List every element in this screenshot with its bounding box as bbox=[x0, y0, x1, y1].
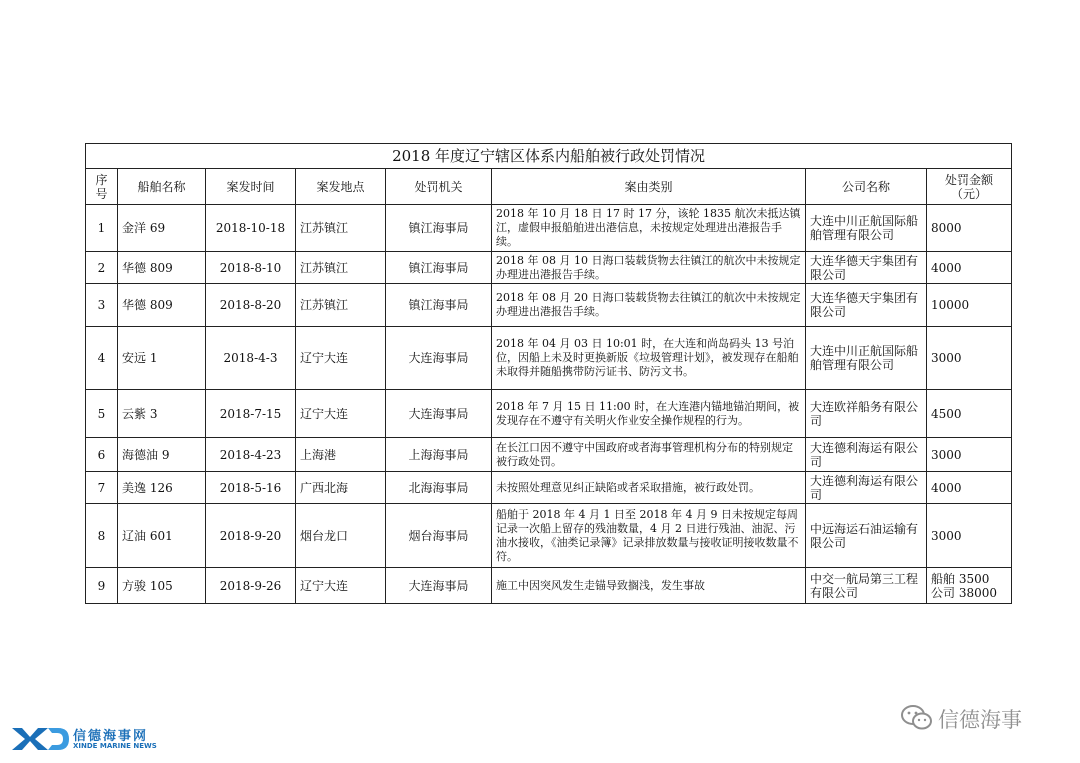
cell-ship: 海德油 9 bbox=[118, 438, 206, 472]
cell-reason: 未按照处理意见纠正缺陷或者采取措施，被行政处罚。 bbox=[492, 472, 806, 504]
cell-amount: 4500 bbox=[927, 390, 1012, 438]
cell-authority: 北海海事局 bbox=[386, 472, 492, 504]
cell-seq: 8 bbox=[86, 504, 118, 568]
cell-date: 2018-5-16 bbox=[206, 472, 296, 504]
header-reason: 案由类别 bbox=[492, 169, 806, 205]
cell-company: 大连欧祥船务有限公司 bbox=[806, 390, 927, 438]
cell-ship: 华德 809 bbox=[118, 252, 206, 284]
cell-authority: 大连海事局 bbox=[386, 327, 492, 390]
table-row bbox=[86, 438, 1012, 472]
cell-authority: 上海海事局 bbox=[386, 438, 492, 472]
cell-place: 广西北海 bbox=[296, 472, 386, 504]
cell-authority: 镇江海事局 bbox=[386, 284, 492, 327]
cell-seq: 4 bbox=[86, 327, 118, 390]
logo-chinese-text: 信德海事网 bbox=[73, 729, 149, 744]
cell-reason: 施工中因突风发生走锚导致搁浅，发生事故 bbox=[492, 568, 806, 604]
cell-date: 2018-7-15 bbox=[206, 390, 296, 438]
cell-place: 辽宁大连 bbox=[296, 568, 386, 604]
cell-company: 中交一航局第三工程有限公司 bbox=[806, 568, 927, 604]
header-place: 案发地点 bbox=[296, 169, 386, 205]
header-seq: 序号 bbox=[86, 169, 118, 205]
cell-company: 大连德利海运有限公司 bbox=[806, 472, 927, 504]
header-amount: 处罚金额（元） bbox=[927, 169, 1012, 205]
table-row bbox=[86, 390, 1012, 438]
cell-date: 2018-9-26 bbox=[206, 568, 296, 604]
cell-amount: 船舶 3500 公司 38000 bbox=[927, 568, 1012, 604]
header-ship: 船舶名称 bbox=[118, 169, 206, 205]
xinde-logo bbox=[10, 724, 170, 754]
cell-seq: 6 bbox=[86, 438, 118, 472]
cell-amount: 4000 bbox=[927, 472, 1012, 504]
table-row bbox=[86, 284, 1012, 327]
penalty-table bbox=[85, 143, 1012, 604]
cell-reason: 2018 年 7 月 15 日 11:00 时，在大连港内锚地锚泊期间，被发现存在不遵守有关明火作业安全操作规程的行为。 bbox=[492, 390, 806, 438]
cell-amount: 10000 bbox=[927, 284, 1012, 327]
table-row bbox=[86, 327, 1012, 390]
cell-amount: 3000 bbox=[927, 438, 1012, 472]
cell-place: 江苏镇江 bbox=[296, 284, 386, 327]
table-row bbox=[86, 568, 1012, 604]
cell-seq: 7 bbox=[86, 472, 118, 504]
cell-company: 中远海运石油运输有限公司 bbox=[806, 504, 927, 568]
wechat-icon bbox=[900, 704, 934, 732]
cell-ship: 金洋 69 bbox=[118, 205, 206, 252]
cell-ship: 云紫 3 bbox=[118, 390, 206, 438]
cell-amount: 3000 bbox=[927, 327, 1012, 390]
cell-date: 2018-10-18 bbox=[206, 205, 296, 252]
cell-seq: 1 bbox=[86, 205, 118, 252]
cell-date: 2018-8-20 bbox=[206, 284, 296, 327]
cell-seq: 9 bbox=[86, 568, 118, 604]
cell-ship: 华德 809 bbox=[118, 284, 206, 327]
cell-authority: 镇江海事局 bbox=[386, 205, 492, 252]
table-row bbox=[86, 472, 1012, 504]
cell-place: 辽宁大连 bbox=[296, 327, 386, 390]
cell-reason: 2018 年 08 月 10 日海口装载货物去往镇江的航次中未按规定办理进出港报告手续。 bbox=[492, 252, 806, 284]
xd-logo-icon bbox=[10, 726, 70, 752]
cell-seq: 5 bbox=[86, 390, 118, 438]
cell-authority: 镇江海事局 bbox=[386, 252, 492, 284]
cell-place: 辽宁大连 bbox=[296, 390, 386, 438]
header-authority: 处罚机关 bbox=[386, 169, 492, 205]
cell-company: 大连中川正航国际船舶管理有限公司 bbox=[806, 205, 927, 252]
cell-place: 上海港 bbox=[296, 438, 386, 472]
cell-place: 烟台龙口 bbox=[296, 504, 386, 568]
cell-date: 2018-9-20 bbox=[206, 504, 296, 568]
cell-reason: 船舶于 2018 年 4 月 1 日至 2018 年 4 月 9 日未按规定每周记录一次船上留存的残油数量，4 月 2 日进行残油、油泥、污油水接收，《油类记录簿》记录排放数量与接收证明接收数量不符。 bbox=[492, 504, 806, 568]
cell-seq: 2 bbox=[86, 252, 118, 284]
cell-company: 大连中川正航国际船舶管理有限公司 bbox=[806, 327, 927, 390]
cell-seq: 3 bbox=[86, 284, 118, 327]
cell-company: 大连德利海运有限公司 bbox=[806, 438, 927, 472]
cell-ship: 辽油 601 bbox=[118, 504, 206, 568]
cell-reason: 在长江口因不遵守中国政府或者海事管理机构分布的特别规定被行政处罚。 bbox=[492, 438, 806, 472]
cell-amount: 4000 bbox=[927, 252, 1012, 284]
cell-reason: 2018 年 04 月 03 日 10:01 时，在大连和尚岛码头 13 号泊位，因船上未及时更换新版《垃圾管理计划》，被发现存在船舶未取得并随船携带防污证书、防污文书。 bbox=[492, 327, 806, 390]
cell-authority: 大连海事局 bbox=[386, 568, 492, 604]
cell-reason: 2018 年 10 月 18 日 17 时 17 分，该轮 1835 航次未抵达镇江，虚假申报船舶进出港信息，未按规定处理进出港报告手续。 bbox=[492, 205, 806, 252]
table-row bbox=[86, 205, 1012, 252]
cell-company: 大连华德天宇集团有限公司 bbox=[806, 252, 927, 284]
cell-ship: 方骏 105 bbox=[118, 568, 206, 604]
logo-english-text: XINDE MARINE NEWS bbox=[73, 742, 157, 750]
watermark-text: 信德海事 bbox=[938, 708, 1022, 732]
cell-date: 2018-8-10 bbox=[206, 252, 296, 284]
header-company: 公司名称 bbox=[806, 169, 927, 205]
table-row bbox=[86, 504, 1012, 568]
header-row bbox=[86, 169, 1012, 205]
cell-company: 大连华德天宇集团有限公司 bbox=[806, 284, 927, 327]
header-date: 案发时间 bbox=[206, 169, 296, 205]
cell-place: 江苏镇江 bbox=[296, 252, 386, 284]
cell-authority: 大连海事局 bbox=[386, 390, 492, 438]
cell-date: 2018-4-23 bbox=[206, 438, 296, 472]
cell-place: 江苏镇江 bbox=[296, 205, 386, 252]
table-row bbox=[86, 252, 1012, 284]
cell-ship: 美逸 126 bbox=[118, 472, 206, 504]
cell-reason: 2018 年 08 月 20 日海口装载货物去往镇江的航次中未按规定办理进出港报告手续。 bbox=[492, 284, 806, 327]
cell-ship: 安远 1 bbox=[118, 327, 206, 390]
cell-amount: 3000 bbox=[927, 504, 1012, 568]
cell-date: 2018-4-3 bbox=[206, 327, 296, 390]
wechat-watermark bbox=[900, 700, 1070, 736]
cell-authority: 烟台海事局 bbox=[386, 504, 492, 568]
table-title: 2018 年度辽宁辖区体系内船舶被行政处罚情况 bbox=[86, 144, 1012, 169]
cell-amount: 8000 bbox=[927, 205, 1012, 252]
